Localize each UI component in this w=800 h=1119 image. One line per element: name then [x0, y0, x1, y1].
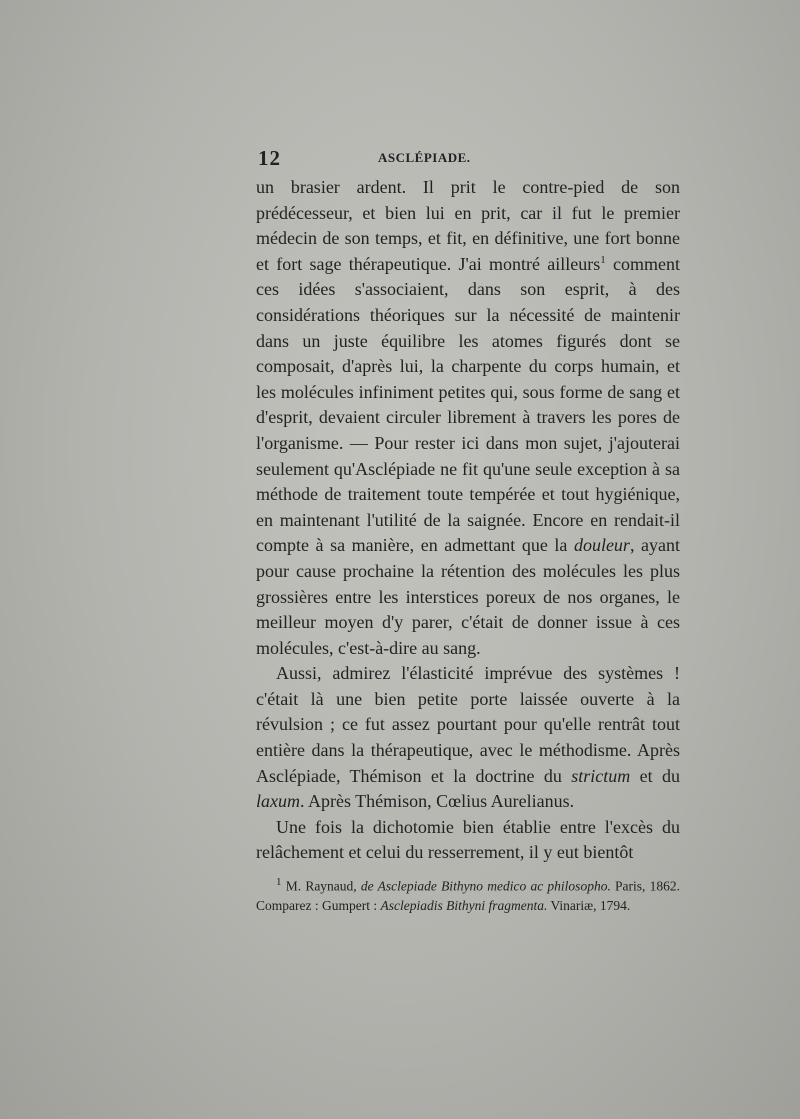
page-header [258, 146, 548, 170]
italic-term: laxum [256, 791, 300, 812]
running-head: ASCLÉPIADE. [378, 150, 471, 165]
body-text [256, 175, 680, 866]
text-run: Vinariæ, 1794. [547, 897, 631, 913]
text-run: Aussi, admirez l'élasticité imprévue des systèmes ! c'était là une bien petite porte laissée ouverte à la révulsion ; ce fut assez pourtant pour qu'elle rentrât tout entière dans la thérapeutique, avec le méthodisme. Après Asclépiade, Thémison et la doctrine du [256, 663, 680, 786]
footnote-1 [256, 873, 680, 915]
text-run: un brasier ardent. Il prit le contre-pied de son prédécesseur, et bien lui en prit, car il fut le premier médecin de son temps, et fit, en définitive, une fort bonne et fort sage thérapeutique. J'ai montré ailleurs [256, 177, 680, 274]
text-run: , ayant pour cause prochaine la rétention des molécules les plus grossières entre les interstices poreux de nos organes, le meilleur moyen d'y parer, c'était de donner issue à ces molécules, c'est-à-dire au sang. [256, 535, 680, 658]
text-run: M. Raynaud, [281, 878, 361, 894]
text-run: . Après Thémison, Cœlius Aurelianus. [300, 791, 575, 812]
text-run: comment ces idées s'associaient, dans son esprit, à des considérations théoriques sur la nécessité de maintenir dans un juste équilibre les atomes figurés dont se composait, d'après lui, la charpente du corps humain, et les molécules infiniment petites qui, sous forme de sang et d'esprit, devaient circuler librement à travers les pores de l'organisme. — Pour rester ici dans mon sujet, j'ajouterai seulement qu'Asclépiade ne fit qu'une seule exception à sa méthode de traitement toute tempérée et tout hygiénique, en maintenant l'utilité de la saignée. Encore en rendait-il compte à sa manière, en admettant que la [256, 253, 681, 556]
paragraph-1 [256, 175, 680, 661]
footnote-mark: 1 [276, 876, 282, 888]
italic-title: Asclepiadis Bithyni fragmenta. [380, 897, 548, 913]
paragraph-3: Une fois la dichotomie bien établie entre l'excès du relâchement et celui du resserrement, il y eut bientôt [256, 816, 680, 863]
italic-term: douleur [573, 535, 630, 556]
italic-term: strictum [571, 765, 631, 786]
page-number: 12 [258, 146, 281, 170]
text-run: et du [630, 765, 680, 786]
footnotes [256, 873, 680, 915]
footnote-reference: 1 [600, 253, 606, 266]
paragraph-2 [256, 661, 680, 815]
text-run: Paris, 1862. Comparez : Gumpert : [256, 878, 681, 913]
italic-title: de Asclepiade Bithyno medico ac philosopho. [360, 878, 611, 894]
